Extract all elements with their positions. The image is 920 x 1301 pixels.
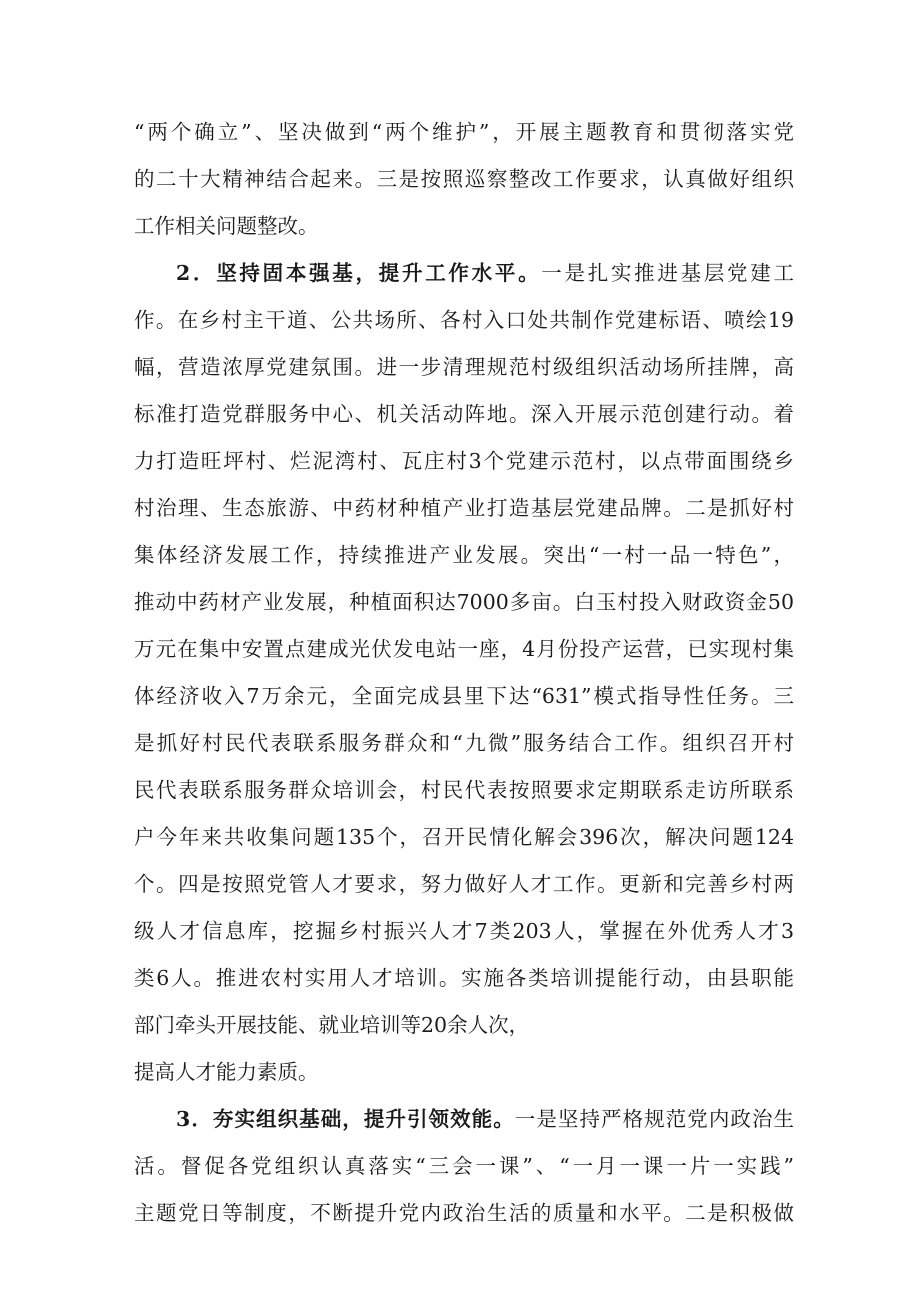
paragraph-1-line-14: 个。四是按照党管人才要求，努力做好人才工作。更新和完善乡村两 — [134, 872, 794, 896]
paragraph-1-line-12: 民代表联系服务群众培训会，村民代表按照要求定期联系走访所联系 — [134, 778, 794, 802]
paragraph-0-line-1: “两个确立”、坚决做到“两个维护”，开展主题教育和贯彻落实党 — [134, 120, 794, 144]
paragraph-2-line-2: 活。督促各党组织认真落实“三会一课”、“一月一课一片一实践” — [134, 1154, 794, 1178]
paragraph-1-line-15: 级人才信息库，挖掘乡村振兴人才7类203人，掌握在外优秀人才3 — [134, 919, 794, 943]
paragraph-1-line-18: 提高人才能力素质。 — [134, 1060, 319, 1084]
paragraph-1-line-13: 户今年来共收集问题135个，召开民情化解会396次，解决问题124 — [134, 825, 794, 849]
paragraph-1-line-17: 部门牵头开展技能、就业培训等20余人次， — [134, 1013, 530, 1037]
paragraph-1-line-6: 村治理、生态旅游、中药材种植产业打造基层党建品牌。二是抓好村 — [134, 496, 794, 520]
paragraph-1-line-2: 作。在乡村主干道、公共场所、各村入口处共制作党建标语、喷绘19 — [134, 308, 794, 332]
paragraph-0-line-3: 工作相关问题整改。 — [134, 214, 319, 238]
paragraph-1-line-1-text: 一是扎实推进基层党建工 — [541, 261, 795, 285]
paragraph-1-line-4: 标准打造党群服务中心、机关活动阵地。深入开展示范创建行动。着 — [134, 402, 794, 426]
paragraph-1-line-1 — [176, 259, 794, 287]
paragraph-2-heading: 3．夯实组织基础，提升引领效能。 — [176, 1107, 515, 1131]
paragraph-1-line-8: 推动中药材产业发展，种植面积达7000多亩。白玉村投入财政资金50 — [134, 590, 794, 614]
paragraph-1-line-9: 万元在集中安置点建成光伏发电站一座，4月份投产运营，已实现村集 — [134, 637, 794, 661]
paragraph-1-line-5: 力打造旺坪村、烂泥湾村、瓦庄村3个党建示范村，以点带面围绕乡 — [134, 449, 794, 473]
paragraph-1-heading: 2．坚持固本强基，提升工作水平。 — [176, 261, 542, 285]
paragraph-2-line-3: 主题党日等制度，不断提升党内政治生活的质量和水平。二是积极做 — [134, 1201, 794, 1225]
paragraph-2-line-1 — [176, 1105, 794, 1133]
paragraph-1-line-16: 类6人。推进农村实用人才培训。实施各类培训提能行动，由县职能 — [134, 966, 794, 990]
paragraph-2-line-1-text: 一是坚持严格规范党内政治生 — [514, 1107, 795, 1131]
paragraph-1-line-10: 体经济收入7万余元，全面完成县里下达“631”模式指导性任务。三 — [134, 684, 794, 708]
paragraph-1-line-7: 集体经济发展工作，持续推进产业发展。突出“一村一品一特色”， — [134, 543, 794, 567]
paragraph-1-line-3: 幅，营造浓厚党建氛围。进一步清理规范村级组织活动场所挂牌，高 — [134, 355, 794, 379]
paragraph-0-line-2: 的二十大精神结合起来。三是按照巡察整改工作要求，认真做好组织 — [134, 167, 794, 191]
paragraph-1-line-11: 是抓好村民代表联系服务群众和“九微”服务结合工作。组织召开村 — [134, 731, 794, 755]
